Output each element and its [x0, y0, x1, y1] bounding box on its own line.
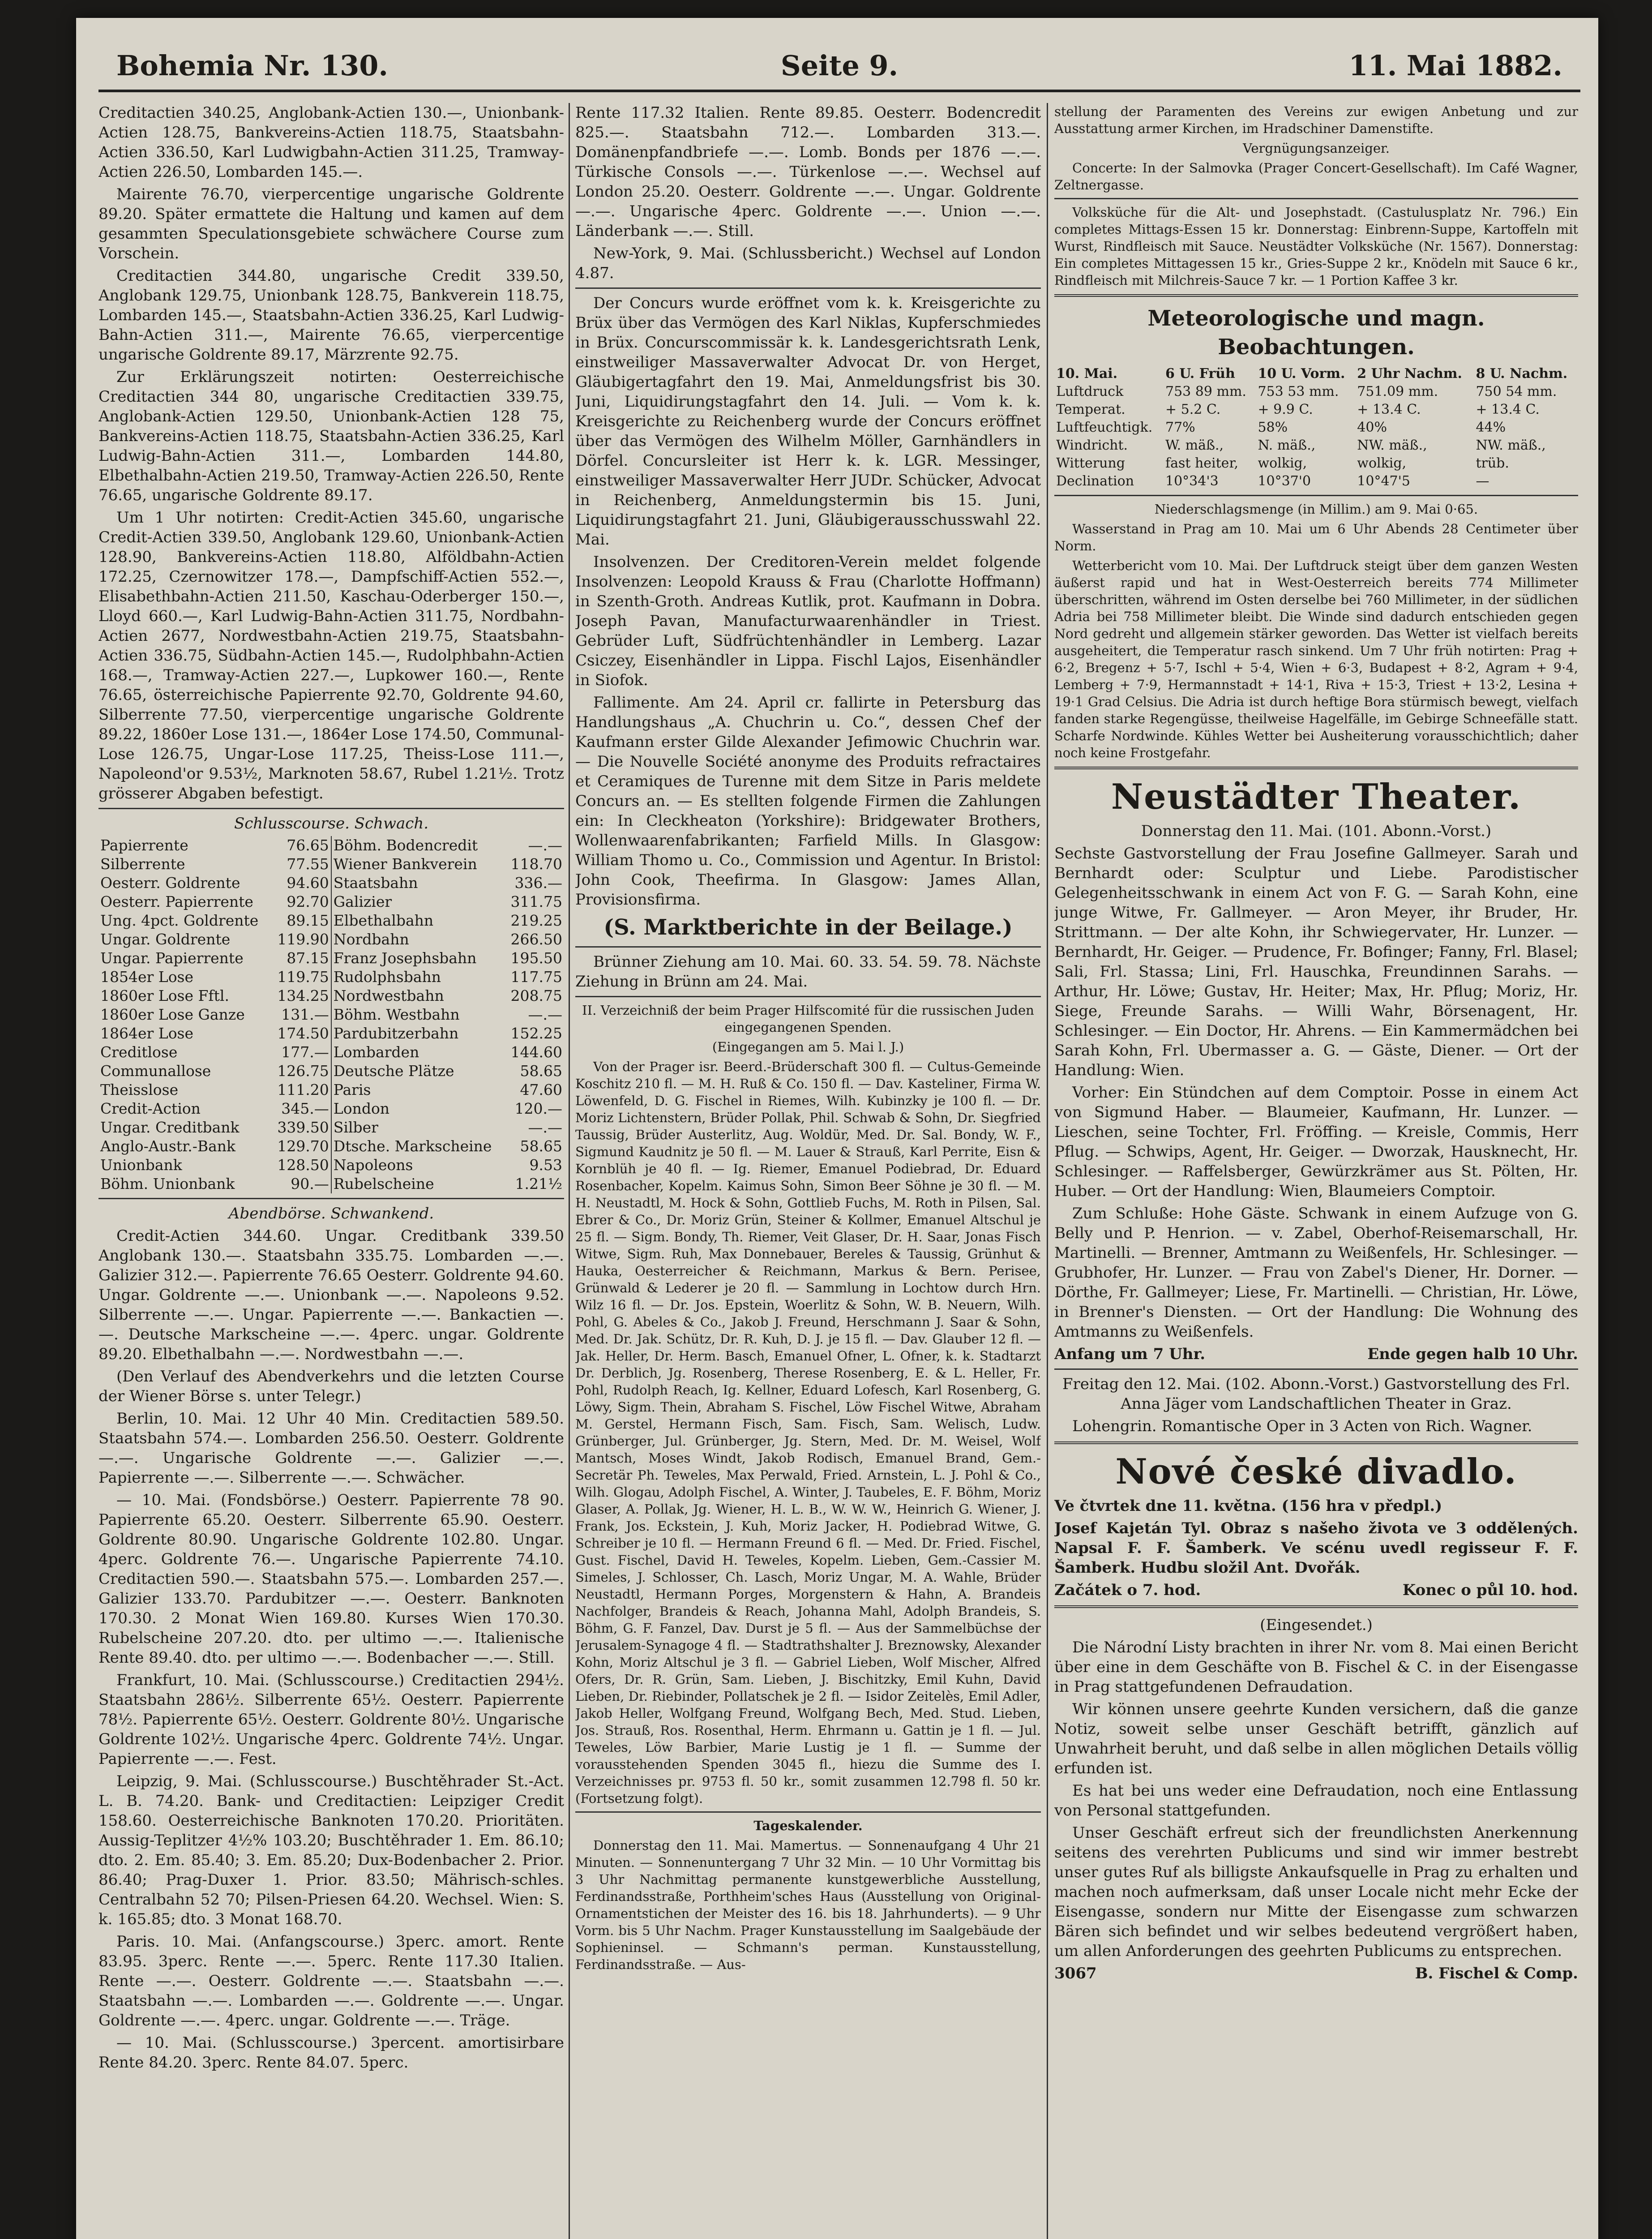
- table-cell: Ung. 4pct. Goldrente: [100, 912, 259, 929]
- table-cell: 10°34'3: [1165, 473, 1219, 489]
- table-row: [98, 1118, 564, 1137]
- table-cell: 117.75: [510, 968, 562, 986]
- weather-table: [1054, 365, 1578, 490]
- section-title: Tageskalender.: [753, 1818, 863, 1833]
- table-cell: 77%: [1165, 420, 1195, 435]
- table-cell: Declination: [1056, 473, 1134, 489]
- statement-footer: [1054, 1964, 1578, 1983]
- table-cell: trüb.: [1476, 455, 1509, 471]
- table-cell: 10°47'5: [1357, 473, 1410, 489]
- table-row: [98, 949, 564, 968]
- table-cell: 119.75: [272, 968, 331, 987]
- table-cell: Napoleons: [333, 1156, 413, 1174]
- market-report-headline: (S. Marktberichte in der Beilage.): [603, 915, 1013, 940]
- table-cell: wolkig,: [1258, 455, 1307, 471]
- table-row: [1054, 383, 1578, 401]
- divider: [1054, 294, 1578, 299]
- column-2: [575, 103, 1041, 2239]
- table-row: [98, 1175, 564, 1193]
- table-cell: 40%: [1357, 420, 1387, 435]
- exchange-report: Creditactien 344.80, ungarische Credit 339.50, Anglobank 129.75, Unionbank 128.75, Bankverein 118.75, Lombarden 145.—, Staatsbahn-Actien 336.25, Karl Ludwig-Bahn-Actien 311.—, Mairente 76.65, vierpercentige ungarische Goldrente 89.17, Märzrente 92.75.: [98, 267, 564, 364]
- table-cell: Unionbank: [100, 1156, 182, 1174]
- section-title: Vergnügungsanzeiger.: [1243, 141, 1390, 156]
- table-header-cell: 2 Uhr Nachm.: [1357, 366, 1462, 382]
- czech-theater-title: Nové české divadlo.: [1115, 1451, 1517, 1492]
- section-title: Schlusscourse. Schwach.: [234, 815, 429, 832]
- table-cell: Paris: [333, 1081, 371, 1098]
- table-cell: —.—: [528, 836, 562, 854]
- table-cell: Luftdruck: [1056, 384, 1124, 399]
- table-cell: Böhm. Westbahn: [333, 1006, 460, 1023]
- table-row: [98, 1081, 564, 1099]
- table-row: [98, 1137, 564, 1156]
- table-cell: Ungar. Creditbank: [100, 1119, 240, 1136]
- section-title: Abendbörse. Schwankend.: [228, 1205, 434, 1222]
- table-row: [1054, 401, 1578, 419]
- table-cell: + 13.4 C.: [1476, 402, 1540, 417]
- table-row: [98, 968, 564, 987]
- table-cell: 750 54 mm.: [1476, 384, 1557, 399]
- table-row: [98, 1062, 564, 1081]
- table-cell: + 9.9 C.: [1258, 402, 1313, 417]
- section-title: (Eingesendet.): [1260, 1616, 1373, 1634]
- table-cell: Creditlose: [100, 1043, 178, 1061]
- divider: [1054, 1605, 1578, 1610]
- table-cell: Windricht.: [1056, 438, 1128, 453]
- divider: [575, 996, 1041, 997]
- table-cell: Lombarden: [333, 1043, 419, 1061]
- exchange-report: — 10. Mai. (Fondsbörse.) Oesterr. Papierrente 78 90. Papierrente 65.20. Oesterr. Silberrente 65.90. Oesterr. Goldrente 80.90. Ungarische Goldrente 102.80. Ungar. 4perc. Goldrente 76.—. Ungarische Papierrente 74.10. Creditactien 590.—. Staatsbahn 575.—. Lombarden 257.—. Galizier 133.70. Pardubitzer —.—. Oesterr. Banknoten 170.30. 2 Monat Wien 169.80. Kurses Wien 170.30. Rubelscheine 207.20. dto. per ultimo —.—. Italienische Rente 89.40. dto. per ultimo —.—. Bodenbacher —.—. Still.: [98, 1491, 564, 1667]
- table-row: [1054, 437, 1578, 455]
- table-header-cell: 10. Mai.: [1056, 366, 1118, 382]
- statement-paragraph: Es hat bei uns weder eine Defraudation, noch eine Entlassung von Personal stattgefunden.: [1054, 1782, 1578, 1819]
- table-cell: 751.09 mm.: [1357, 384, 1438, 399]
- table-row: [98, 987, 564, 1005]
- concurs-notice: Der Concurs wurde eröffnet vom k. k. Kreisgerichte zu Brüx über das Vermögen des Karl Niklas, Kupferschmiedes in Brüx. Concurscommissär k. k. Landesgerichtsrath Lenk, einstweiliger Massaverwalter Advocat Dr. von Herget, Gläubigertagfahrt den 19. Mai, Anmeldungsfrist bis 30. Juni, Liquidirungstagfahrt den 14. Juli. — Vom k. k. Kreisgerichte zu Reichenberg wurde der Concurs eröffnet über das Vermögen des Wilhelm Möller, Garnhändlers in Dörfel. Concursleiter ist Herr k. k. LGR. Messinger, einstweiliger Massaverwalter Herr JUDr. Schücker, Advocat in Reichenberg, Anmeldungstermin bis 15. Juni, Liquidirungstagfahrt 21. Juni, Gläubigerausschusswahl 22. Mai.: [575, 294, 1041, 549]
- table-cell: N. mäß.,: [1258, 438, 1316, 453]
- table-cell: 1860er Lose Ganze: [100, 1006, 245, 1023]
- table-cell: 129.70: [272, 1137, 331, 1156]
- table-row: [1054, 472, 1578, 490]
- end-time: Ende gegen halb 10 Uhr.: [1367, 1345, 1578, 1363]
- table-cell: 76.65: [272, 836, 331, 855]
- table-cell: 58.65: [520, 1137, 562, 1155]
- table-cell: Rudolphsbahn: [333, 968, 441, 986]
- ad-number: 3067: [1054, 1964, 1097, 1982]
- divider: [575, 1811, 1041, 1813]
- table-cell: 753 89 mm.: [1165, 384, 1246, 399]
- table-cell: Deutsche Plätze: [333, 1062, 454, 1080]
- precipitation: Niederschlagsmenge (in Millim.) am 9. Mai 0·65.: [1154, 502, 1478, 517]
- table-cell: 219.25: [510, 912, 562, 929]
- table-row: [98, 874, 564, 892]
- table-cell: Nordwestbahn: [333, 987, 444, 1004]
- table-cell: Wiener Bankverein: [333, 855, 477, 873]
- performance-times: [1054, 1580, 1578, 1600]
- table-row: [98, 1156, 564, 1175]
- table-cell: 345.—: [272, 1099, 331, 1118]
- table-cell: Silberrente: [100, 855, 185, 873]
- table-cell: 1864er Lose: [100, 1025, 194, 1042]
- newspaper-page: [76, 18, 1598, 2239]
- table-row: [98, 892, 564, 911]
- paper-title: Bohemia Nr. 130.: [116, 49, 389, 82]
- exchange-report: Paris. 10. Mai. (Anfangscourse.) 3perc. amort. Rente 83.95. 3perc. Rente —.—. 5perc. Rente 117.30 Italien. Rente —.—. Oesterr. Goldrente —.—. Staatsbahn —.—. Staatsbahn —.—. Lombarden —.—. Goldrente —.—. Ungar. Goldrente —.—. 4perc. ungar. Goldrente —.—. Träge.: [98, 1933, 564, 2029]
- theater-program: Zum Schluße: Hohe Gäste. Schwank in einem Aufzuge von G. Belly und P. Henrion. — v. Zabel, Oberhof-Reisemarschall, Hr. Martinelli. — Brenner, Amtmann zu Weißenfels, Hr. Schlesinger. — Grubhofer, Hr. Lunzer. — Frau von Zabel's Diener, Hr. Dorner. — Dörthe, Fr. Gallmeyer; Liese, Fr. Martinelli. — Christian, Hr. Löwe, in Brenner's Diensten. — Ort der Handlung: Die Wohnung des Amtmanns zu Weißenfels.: [1054, 1205, 1578, 1341]
- table-header-cell: 8 U. Nachm.: [1476, 366, 1568, 382]
- table-cell: 128.50: [272, 1156, 331, 1175]
- exchange-report: Frankfurt, 10. Mai. (Schlusscourse.) Creditactien 294½. Staatsbahn 286½. Silberrente 65½. Oesterr. Papierrente 78½. Papierrente 65½. Oesterr. Goldrente 80½. Ungarische Goldrente 102½. Ungarische 4perc. Goldrente 74½. Ungar. Papierrente —.—. Fest.: [98, 1671, 564, 1768]
- weather-report: Wetterbericht vom 10. Mai. Der Luftdruck steigt über dem ganzen Westen äußerst rapid und hat in West-Oesterreich bereits 774 Millimeter überschritten, während im Osten derselbe bei 760 Millimeter, in der südlichen Adria bei 758 Millimeter bleibt. Die Winde sind dadurch entschieden gegen Nord gedreht und allgemein stärker geworden. Das Wetter ist vielfach bereits ausgeheitert, die Temperatur rasch sinkend. Um 7 Uhr früh notirten: Prag + 6·2, Bregenz + 5·7, Ischl + 5·4, Wien + 6·3, Budapest + 8·2, Agram + 9·4, Lemberg + 7·9, Hermannstadt + 14·1, Riva + 15·3, Triest + 13·2, Lesina + 19·1 Grad Celsius. Die Adria ist durch heftige Bora stürmisch bewegt, vielfach fanden starke Regengüsse, theilweise Hagelfälle, im Gebirge Schneefälle statt. Scharfe Nordwinde. Kühles Wetter bei Ausheiterung vorausschichtlich; daher noch keine Frostgefahr.: [1054, 558, 1578, 760]
- table-header-cell: 10 U. Vorm.: [1258, 366, 1345, 382]
- exchange-report: Leipzig, 9. Mai. (Schlusscourse.) Buschtěhrader St.-Act. L. B. 74.20. Bank- und Creditactien: Leipziger Credit 158.60. Oesterreichische Banknoten 170.20. Prioritäten. Aussig-Teplitzer 4½% 103.20; Buschtěhrader 1. Em. 86.10; dto. 2. Em. 85.40; 3. Em. 85.20; Dux-Bodenbacher 2. Prior. 86.40; Prag-Duxer 1. Prior. 83.50; Mährisch-schles. Centralbahn 52 70; Pilsen-Priesen 64.20. Wechsel. Wien: S. k. 165.85; dto. 3 Monat 168.70.: [98, 1772, 564, 1928]
- table-cell: 208.75: [510, 987, 562, 1004]
- table-cell: 89.15: [272, 911, 331, 930]
- exchange-report: Rente 117.32 Italien. Rente 89.85. Oesterr. Bodencredit 825.—. Staatsbahn 712.—. Lombarden 313.—. Domänenpfandbriefe —.—. Lomb. Bonds per 1876 —.—. Türkische Consols —.—. Türkenlose —.—. Wechsel auf London 25.20. Oesterr. Goldrente —.—. Ungar. Goldrente —.—. Ungarische 4perc. Goldrente —.—. Union —.—. Länderbank —.—. Still.: [575, 104, 1041, 240]
- column-3: [1054, 103, 1578, 2239]
- lottery-notice: Brünner Ziehung am 10. Mai. 60. 33. 54. 59. 78. Nächste Ziehung in Brünn am 24. Mai.: [575, 953, 1041, 991]
- exchange-report: Mairente 76.70, vierpercentige ungarische Goldrente 89.20. Später ermattete die Haltung und kamen auf dem gesammten Speculationsgebiete schwächere Course zum Vorschein.: [98, 185, 564, 262]
- bankruptcy-notice: Fallimente. Am 24. April cr. fallirte in Petersburg das Handlungshaus „A. Chuchrin u. Co.“, dessen Chef der Kaufmann erster Gilde Alexander Jefimowic Chuchrin war. — Die Nouvelle Société anonyme des Produits refractaires et Ceramiques de Turenne mit dem Sitze in Paris meldete Concurs an. — Es stellten folgende Firmen die Zahlungen ein: In Cleckheaton (Yorkshire): Bridgewater Brothers, Wollenwaarenfabrikanten; Farfield Mills. In Glasgow: William Thomo u. Co., Commission und Agentur. In Bristol: John Cook, Theefirma. In Glasgow: James Allan, Provisionsfirma.: [575, 694, 1041, 909]
- table-cell: Franz Josephsbahn: [333, 949, 477, 967]
- divider: [575, 946, 1041, 948]
- water-level: Wasserstand in Prag am 10. Mai um 6 Uhr Abends 28 Centimeter über Norm.: [1054, 521, 1578, 553]
- table-cell: 87.15: [272, 949, 331, 968]
- table-row: [98, 855, 564, 874]
- insolvency-notice: Insolvenzen. Der Creditoren-Verein meldet folgende Insolvenzen: Leopold Krauss & Frau (Charlotte Hoffmann) in Szenth-Groth. Andreas Kutlik, prot. Kaufmann in Dobra. Joseph Pavan, Manufacturwaarenhändler in Triest. Gebrüder Luft, Südfrüchtenhändler in Lemberg. Lazar Csiczey, Eisenhändler in Lippa. Fischl Lajos, Eisenhändler in Siofok.: [575, 553, 1041, 689]
- calendar-continued: stellung der Paramenten des Vereins zur ewigen Anbetung und zur Ausstattung armer Kirchen, im Hradschiner Damenstifte.: [1054, 104, 1578, 136]
- table-cell: + 13.4 C.: [1357, 402, 1421, 417]
- table-cell: Luftfeuchtigk.: [1056, 420, 1153, 435]
- table-cell: Pardubitzerbahn: [333, 1025, 459, 1042]
- divider: [98, 808, 564, 809]
- start-time: Začátek o 7. hod.: [1054, 1581, 1201, 1599]
- table-cell: 94.60: [272, 874, 331, 892]
- table-cell: 58.65: [520, 1062, 562, 1080]
- table-cell: 77.55: [272, 855, 331, 874]
- table-row: [98, 1099, 564, 1118]
- end-time: Konec o půl 10. hod.: [1402, 1581, 1578, 1599]
- table-cell: Dtsche. Markscheine: [333, 1137, 492, 1155]
- divider: [98, 1198, 564, 1199]
- table-cell: 120.—: [514, 1100, 562, 1117]
- donation-list: Von der Prager isr. Beerd.-Brüderschaft 300 fl. — Cultus-Gemeinde Koschitz 210 fl. — M. H. Ruß & Co. 150 fl. — Dav. Kasteliner, Firma W. Löwenfeld, D. G. Fischel in Riemes, Wilh. Kubinzky je 100 fl. — Dr. Moriz Lichtenstern, Brüder Pollak, Phil. Schwab & Sohn, Dr. Siegfried Taussig, Brüder Austerlitz, Aug. Woldür, Med. Dr. Sal. Bondy, W. F., Sigmund Kaudnitz je 50 fl. — M. Lauer & Strauß, Karl Perrite, Eisn & Kornblüh je 40 fl. — Ig. Riemer, Emanuel Podiebrad, Dr. Eduard Rosenbacher, Kopelm. Kaimus Sohn, Simon Beer Söhne je 30 fl. — M. H. Neustadtl, M. Hock & Sohn, Gottlieb Fuchs, M. Roth in Pilsen, Sal. Ebrer & Co., Dr. Moriz Grün, Steiner & Kollmer, Emanuel Altschul je 25 fl. — Sigm. Bondy, Th. Riemer, Veit Glaser, Dr. H. Saar, Jonas Fisch Witwe, Sigm. Ruh, Max Donnebauer, Bereles & Taussig, Grünhut & Hauka, Oesterreicher & Reichmann, Markus & Bern. Perisee, Grünwald & Lederer je 20 fl. — Sammlung in Lochtow durch Hrn. Wilz 16 fl. — Dr. Jos. Epstein, Woerlitz & Sohn, W. B. Neuern, Wilh. Pohl, G. Abeles & Co., Jakob J. Freund, Herschmann J. Saar & Sohn, Med. Dr. Jak. Schütz, Dr. R. Kuh, D. J. je 15 fl. — Dav. Glauber 12 fl. — Jak. Heller, Dr. Herm. Basch, Emanuel Ofner, L. Ofner, k. k. Stadtarzt Dr. Derblich, Jg. Rosenberg, Therese Rosenberg, E. & L. Heller, Fr. Pohl, Rudolph Reach, Ig. Kellner, Eduard Lofesch, Karl Rosenberg, G. Löwy, Sigm. Thein, Abraham S. Fischel, Löw Fischel Witwe, Abraham M. Gerstel, Hermann Fisch, Sam. Fisch, Sam. Welisch, Ludw. Grünberger, Jul. Grünberger, Jg. Stern, Med. Dr. M. Weisel, Wolf Mantsch, Moses Windt, Jakob Rodisch, Emanuel Brand, Gem.-Secretär Ph. Teweles, Max Perwald, Fried. Arnstein, L. J. Pohl & Co., Wilh. Glogau, Adolph Fischel, A. Winter, J. Taubeles, E. F. Böhm, Moriz Glaser, A. Pollak, Jg. Wiener, H. L. B., W. W. W., Heinrich G. Wiener, J. Frank, Jos. Eckstein, J. Kuh, Moriz Jacker, H. Podiebrad Witwe, G. Schreiber je 10 fl. — Hermann Freund 6 fl. — Med. Dr. Fried. Fischel, Gust. Fischel, David H. Teweles, Kopelm. Lieben, Gem.-Cassier M. Simeles, J. Schlosser, Ch. Lasch, Moriz Ungar, M. A. Wahle, Brüder Neustadtl, Hermann Porges, Morgenstern & Hahn, A. Brandeis Nachfolger, Brandeis & Reach, Johanna Mahl, Adolph Brandeis, S. Böhm, G. F. Fanzel, Dav. Durst je 5 fl. — Aus der Sammelbüchse der Jerusalem-Synagoge 4 fl. — Stadtrathshalter J. Breznowsky, Alexander Kohn, Moriz Altschul je 3 fl. — Gabriel Lieben, Wolf Mischer, Alfred Ofers, Dr. R. Grün, Sam. Lieben, J. Bischitzky, Emil Kuhn, David Lieben, Dr. Riebinder, Pollatschek je 2 fl. — Isidor Zeitelès, Emil Adler, Jakob Heller, Wolfgang Freund, Wolfgang Bech, Med. Stud. Lieben, Jos. Strauß, Ros. Rosenthal, Herm. Ehrmann u. Gattin je 1 fl. — Jul. Teweles, Löw Barbier, Marie Lustig je 1 fl. — Summe der vorausstehenden Spenden 3045 fl., hiezu die Summe des I. Verzeichnisses pr. 9753 fl. 50 kr., somit zusammen 12.798 fl. 50 kr. (Fortsetzung folgt).: [575, 1059, 1041, 1806]
- divider: [1054, 1368, 1578, 1370]
- table-row: [98, 1024, 564, 1043]
- exchange-report: Zur Erklärungszeit notirten: Oesterreichische Creditactien 344 80, ungarische Creditactien 339.75, Anglobank-Actien 129.50, Unionbank-Actien 128 75, Bankvereins-Actien 118.75, Staatsbahn-Actien 336.25, Karl Ludwig-Bahn-Actien 311.—, Lombarden 144.80, Elbethalbahn-Actien 219.50, Tramway-Actien 226.50, Rente 76.65, ungarische Goldrente 89.17.: [98, 368, 564, 504]
- table-cell: Böhm. Unionbank: [100, 1175, 235, 1192]
- divider: [1054, 767, 1578, 771]
- exchange-report: Berlin, 10. Mai. 12 Uhr 40 Min. Creditactien 589.50. Staatsbahn 574.—. Lombarden 256.50. Oesterr. Goldrente —.—. Ungarische Goldrente —.—. Galizier —.—. Papierrente —.—. Silberrente —.—. Schwächer.: [98, 1410, 564, 1487]
- table-row: [1054, 419, 1578, 437]
- table-cell: 266.50: [510, 931, 562, 948]
- table-cell: 174.50: [272, 1024, 331, 1043]
- theater-program: Sechste Gastvorstellung der Frau Josefine Gallmeyer. Sarah und Bernhardt oder: Sculptur und Liebe. Parodistischer Gelegenheitsschwank in einem Act von F. G. — Sarah Kohn, eine junge Witwe, Fr. Gallmeyer. — Aron Meyer, ihr Bruder, Hr. Strittmann. — Der alte Kohn, ihr Schwiegervater, Hr. Lunzer. — Bernhardt, Hr. Geiger. — Prudence, Fr. Bofinger; Fanny, Frl. Blasel; Sali, Frl. Stassa; Lini, Frl. Hauschka, Freundinnen Sarahs. — Arthur, Hr. Löwe; Gustav, Hr. Heiter; Max, Hr. Pflug; Moriz, Hr. Siege, Freunde Sarahs. — Willi Wahr, Börsenagent, Hr. Schlesinger. — Ein Doctor, Hr. Ahrens. — Ein Kammermädchen bei Sarah Kohn, Frl. Ubermasser a. G. — Gäste, Diener. — Ort der Handlung: Wien.: [1054, 845, 1578, 1079]
- table-cell: Oesterr. Goldrente: [100, 874, 240, 892]
- table-cell: Theisslose: [100, 1081, 179, 1098]
- table-cell: Anglo-Austr.-Bank: [100, 1137, 236, 1155]
- table-cell: Böhm. Bodencredit: [333, 836, 478, 854]
- table-cell: wolkig,: [1357, 455, 1407, 471]
- table-cell: 1.21½: [515, 1175, 562, 1192]
- table-cell: Silber: [333, 1119, 378, 1136]
- table-cell: 92.70: [272, 892, 331, 911]
- issue-date: 11. Mai 1882.: [1348, 49, 1562, 82]
- performance-times: [1054, 1344, 1578, 1364]
- daily-calendar: Donnerstag den 11. Mai. Mamertus. — Sonnenaufgang 4 Uhr 21 Minuten. — Sonnenuntergang 7 Uhr 32 Min. — 10 Uhr Vormittag bis 3 Uhr Nachmittag permanente kunstgewerbliche Ausstellung, Ferdinandsstraße, Porthheim'sches Haus (Ausstellung von Original-Ornamentstichen der Meister des 16. bis 18. Jahrhunderts). — 9 Uhr Vorm. bis 5 Uhr Nachm. Prager Kunstausstellung im Saalgebäude der Sophieninsel. — Schmann's perman. Kunstausstellung, Ferdinandsstraße. — Aus-: [575, 1838, 1041, 1972]
- donation-list-subtitle: (Eingegangen am 5. Mai l. J.): [712, 1039, 904, 1055]
- statement-paragraph: Die Národní Listy brachten in ihrer Nr. vom 8. Mai einen Bericht über eine in dem Geschäfte von B. Fischel & C. in der Eisengasse in Prag stattgefundenen Defraudation.: [1054, 1639, 1578, 1696]
- table-cell: Nordbahn: [333, 931, 409, 948]
- performance-date: Ve čtvrtek dne 11. května. (156 hra v předpl.): [1054, 1497, 1442, 1515]
- table-cell: —: [1476, 473, 1489, 489]
- page-header: [98, 31, 1580, 92]
- table-cell: 47.60: [520, 1081, 562, 1098]
- theater-title: Neustädter Theater.: [1111, 776, 1522, 817]
- table-cell: 44%: [1476, 420, 1506, 435]
- statement-paragraph: Wir können unsere geehrte Kunden versichern, daß die ganze Notiz, soweit selbe unser Geschäft betrifft, gänzlich auf Unwahrheit beruht, und daß selbe in allen möglichen Details völlig erfunden ist.: [1054, 1700, 1578, 1777]
- table-row: [98, 930, 564, 949]
- column-divider: [569, 103, 570, 2239]
- theater-program: Lohengrin. Romantische Oper in 3 Acten von Rich. Wagner.: [1072, 1417, 1532, 1435]
- donation-list-title: II. Verzeichniß der beim Prager Hilfscomité für die russischen Juden eingegangenen Spenden.: [582, 1003, 1034, 1035]
- table-cell: 1854er Lose: [100, 968, 194, 986]
- column-1: [98, 103, 564, 2239]
- table-cell: 753 53 mm.: [1258, 384, 1339, 399]
- table-cell: 177.—: [272, 1043, 331, 1062]
- table-row: [98, 1043, 564, 1062]
- divider: [1054, 495, 1578, 496]
- start-time: Anfang um 7 Uhr.: [1054, 1345, 1206, 1363]
- exchange-report: — 10. Mai. (Schlusscourse.) 3percent. amortisirbare Rente 84.20. 3perc. Rente 84.07. 5perc.: [98, 2034, 564, 2072]
- table-cell: 58%: [1258, 420, 1288, 435]
- table-cell: 90.—: [272, 1175, 331, 1193]
- performance-date: Freitag den 12. Mai. (102. Abonn.-Vorst.) Gastvorstellung des Frl. Anna Jäger vom Landschaftlichen Theater in Graz.: [1062, 1375, 1571, 1413]
- table-cell: 10°37'0: [1258, 473, 1311, 489]
- table-row: [98, 1005, 564, 1024]
- table-cell: NW. mäß.,: [1357, 438, 1427, 453]
- table-cell: 9.53: [529, 1156, 562, 1174]
- table-cell: Communallose: [100, 1062, 211, 1080]
- table-cell: 311.75: [510, 893, 562, 910]
- table-row: [1054, 455, 1578, 472]
- table-cell: 1860er Lose Fftl.: [100, 987, 229, 1004]
- signature: B. Fischel & Comp.: [1415, 1964, 1578, 1982]
- table-cell: Rubelscheine: [333, 1175, 434, 1192]
- table-cell: 336.—: [514, 874, 562, 892]
- concert-listing: Concerte: In der Salmovka (Prager Concert-Gesellschaft). Im Café Wagner, Zeltnergasse.: [1054, 160, 1578, 193]
- table-cell: fast heiter,: [1165, 455, 1239, 471]
- table-cell: 111.20: [272, 1081, 331, 1099]
- exchange-report: Um 1 Uhr notirten: Credit-Actien 345.60, ungarische Credit-Actien 339.50, Anglobank 129.60, Unionbank-Actien 128.90, Bankvereins-Actien 118.80, Alföldbahn-Actien 172.25, Czernowitzer 178.—, Dampfschiff-Actien 552.—, Elisabethbahn-Actien 211.50, Kaschau-Oderberger 150.—, Lloyd 660.—, Karl Ludwig-Bahn-Actien 311.75, Nordbahn-Actien 2677, Nordwestbahn-Actien 219.75, Staatsbahn-Actien 336.75, Südbahn-Actien 145.—, Rudolphbahn-Actien 168.—, Tramway-Actien 227.—, Lupkower 160.—, Rente 76.65, österreichische Papierrente 92.70, Goldrente 94.60, Silberrente 77.50, vierpercentige ungarische Goldrente 89.22, 1860er Lose 131.—, 1864er Lose 174.50, Communal-Lose 126.75, Ungar-Lose 117.25, Theiss-Lose 111.—, Napoleond'or 9.53½, Marknoten 58.67, Rubel 1.21½. Trotz grösserer Abgaben befestigt.: [98, 509, 564, 802]
- table-cell: + 5.2 C.: [1165, 402, 1221, 417]
- closing-prices-table: [98, 836, 564, 1193]
- table-cell: NW. mäß.,: [1476, 438, 1546, 453]
- table-cell: Temperat.: [1056, 402, 1126, 417]
- table-cell: Ungar. Papierrente: [100, 949, 244, 967]
- table-cell: —.—: [528, 1119, 562, 1136]
- table-cell: Papierrente: [100, 836, 188, 854]
- table-cell: 152.25: [510, 1025, 562, 1042]
- theater-program: Vorher: Ein Stündchen auf dem Comptoir. Posse in einem Act von Sigmund Haber. — Blaumeier, Kaufmann, Hr. Lunzer. — Lieschen, seine Tochter, Frl. Fröffing. — Kreisle, Commis, Herr Pflug. — Schwips, Agent, Hr. Geiger. — Dworzak, Hausknecht, Hr. Schlesinger. — Raffelsberger, Gewürzkrämer aus St. Pölten, Hr. Huber. — Ort der Handlung: Wien, Blaumeiers Comptoir.: [1054, 1084, 1578, 1200]
- table-header-row: [1054, 365, 1578, 383]
- table-cell: 118.70: [510, 855, 562, 873]
- table-cell: London: [333, 1100, 390, 1117]
- table-cell: 195.50: [510, 949, 562, 967]
- table-row: [98, 836, 564, 855]
- page-number: Seite 9.: [780, 49, 899, 82]
- table-cell: 126.75: [272, 1062, 331, 1081]
- table-cell: Elbethalbahn: [333, 912, 434, 929]
- table-cell: 131.—: [272, 1005, 331, 1024]
- weather-title: Meteorologische und magn. Beobachtungen.: [1147, 306, 1485, 360]
- column-divider: [1047, 103, 1048, 2239]
- exchange-report: Creditactien 340.25, Anglobank-Actien 130.—, Unionbank-Actien 128.75, Bankvereins-Actien 118.75, Staatsbahn-Actien 336.50, Karl Ludwigbahn-Actien 311.25, Tramway-Actien 226.50, Lombarden 145.—.: [98, 104, 564, 181]
- performance-date: Donnerstag den 11. Mai. (101. Abonn.-Vorst.): [1141, 822, 1492, 840]
- table-cell: Staatsbahn: [333, 874, 418, 892]
- table-cell: 339.50: [272, 1118, 331, 1137]
- statement-paragraph: Unser Geschäft erfreut sich der freundlichsten Anerkennung seitens des verehrten Publicums und sind wir immer bestrebt unser gutes Ruf als billigste Ankaufsquelle in Prag zu erhalten und machen noch aufmerksam, daß unser Locale nicht mehr Ecke der Eisengasse, sondern nur Mitte der Eisengasse zum schwarzen Bären sich befindet und wir selbes bedeutend vergrößert haben, um allen Anforderungen des geehrten Publicums zu entsprechen.: [1054, 1824, 1578, 1960]
- table-row: [98, 911, 564, 930]
- table-cell: 134.25: [272, 987, 331, 1005]
- exchange-report: (Den Verlauf des Abendverkehrs und die letzten Course der Wiener Börse s. unter Telegr.): [98, 1368, 564, 1405]
- divider: [575, 287, 1041, 289]
- table-cell: 144.60: [510, 1043, 562, 1061]
- table-cell: Ungar. Goldrente: [100, 931, 231, 948]
- table-cell: Witterung: [1056, 455, 1125, 471]
- theater-program: Josef Kajetán Tyl. Obraz s našeho života ve 3 oddělených. Napsal F. F. Šamberk. Ve scénu uvedl regisseur F. F. Šamberk. Hudbu složil Ant. Dvořák.: [1054, 1519, 1578, 1577]
- divider: [1054, 198, 1578, 199]
- soup-kitchen-menu: Volksküche für die Alt- und Josephstadt. (Castulusplatz Nr. 796.) Ein completes Mittags-Essen 15 kr. Donnerstag: Einbrenn-Suppe, Kartoffeln mit Wurst, Rindfleisch mit Sauce. Neustädter Volksküche (Nr. 1567). Donnerstag: Ein completes Mittagessen 15 kr., Gries-Suppe 2 kr., Knödeln mit Sauce 6 kr., Rindfleisch mit Milchreis-Sauce 7 kr. — 1 Portion Kaffee 3 kr.: [1054, 205, 1578, 288]
- table-cell: Galizier: [333, 893, 392, 910]
- exchange-report: New-York, 9. Mai. (Schlussbericht.) Wechsel auf London 4.87.: [575, 244, 1041, 282]
- table-cell: Credit-Action: [100, 1100, 201, 1117]
- table-cell: Oesterr. Papierrente: [100, 893, 253, 910]
- table-cell: 119.90: [272, 930, 331, 949]
- table-header-cell: 6 U. Früh: [1165, 366, 1235, 382]
- table-cell: —.—: [528, 1006, 562, 1023]
- exchange-report: Credit-Actien 344.60. Ungar. Creditbank 339.50 Anglobank 130.—. Staatsbahn 335.75. Lombarden —.—. Galizier 312.—. Papierrente 76.65 Oesterr. Goldrente 94.60. Ungar. Goldrente —.—. Unionbank —.—. Napoleons 9.52. Silberrente —.—. Ungar. Papierrente —.—. Bankactien —.—. Deutsche Markscheine —.—. 4perc. ungar. Goldrente 89.20. Elbethalbahn —.—. Nordwestbahn —.—.: [98, 1227, 564, 1363]
- divider: [1054, 1441, 1578, 1446]
- table-cell: W. mäß.,: [1165, 438, 1224, 453]
